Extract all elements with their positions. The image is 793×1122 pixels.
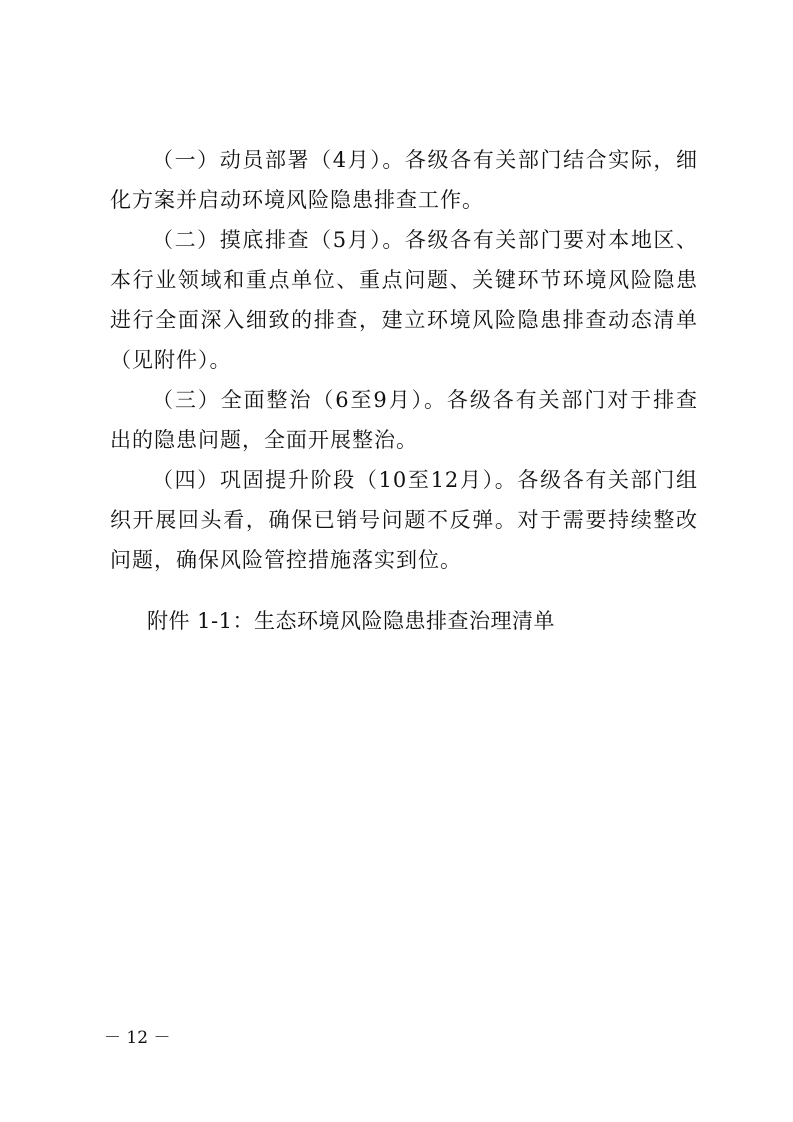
page-number: － 12 － [104,1028,171,1048]
body-text [110,140,698,580]
paragraph-consolidation: （四）巩固提升阶段（10至12月）。各级各有关部门组织开展回头看，确保已销号问题不反弹。对于需要持续整改问题，确保风险管控措施落实到位。 [110,468,698,572]
paragraph-mobilization: （一）动员部署（4月）。各级各有关部门结合实际，细化方案并启动环境风险隐患排查工作。 [110,148,698,212]
paragraph-rectification: （三）全面整治（6至9月）。各级各有关部门对于排查出的隐患问题，全面开展整治。 [110,388,698,452]
attachment-line: 附件 1-1：生态环境风险隐患排查治理清单 [147,609,555,633]
paragraph-investigation: （二）摸底排查（5月）。各级各有关部门要对本地区、本行业领域和重点单位、重点问题、关键环节环境风险隐患进行全面深入细致的排查，建立环境风险隐患排查动态清单（见附件）。 [110,228,698,372]
